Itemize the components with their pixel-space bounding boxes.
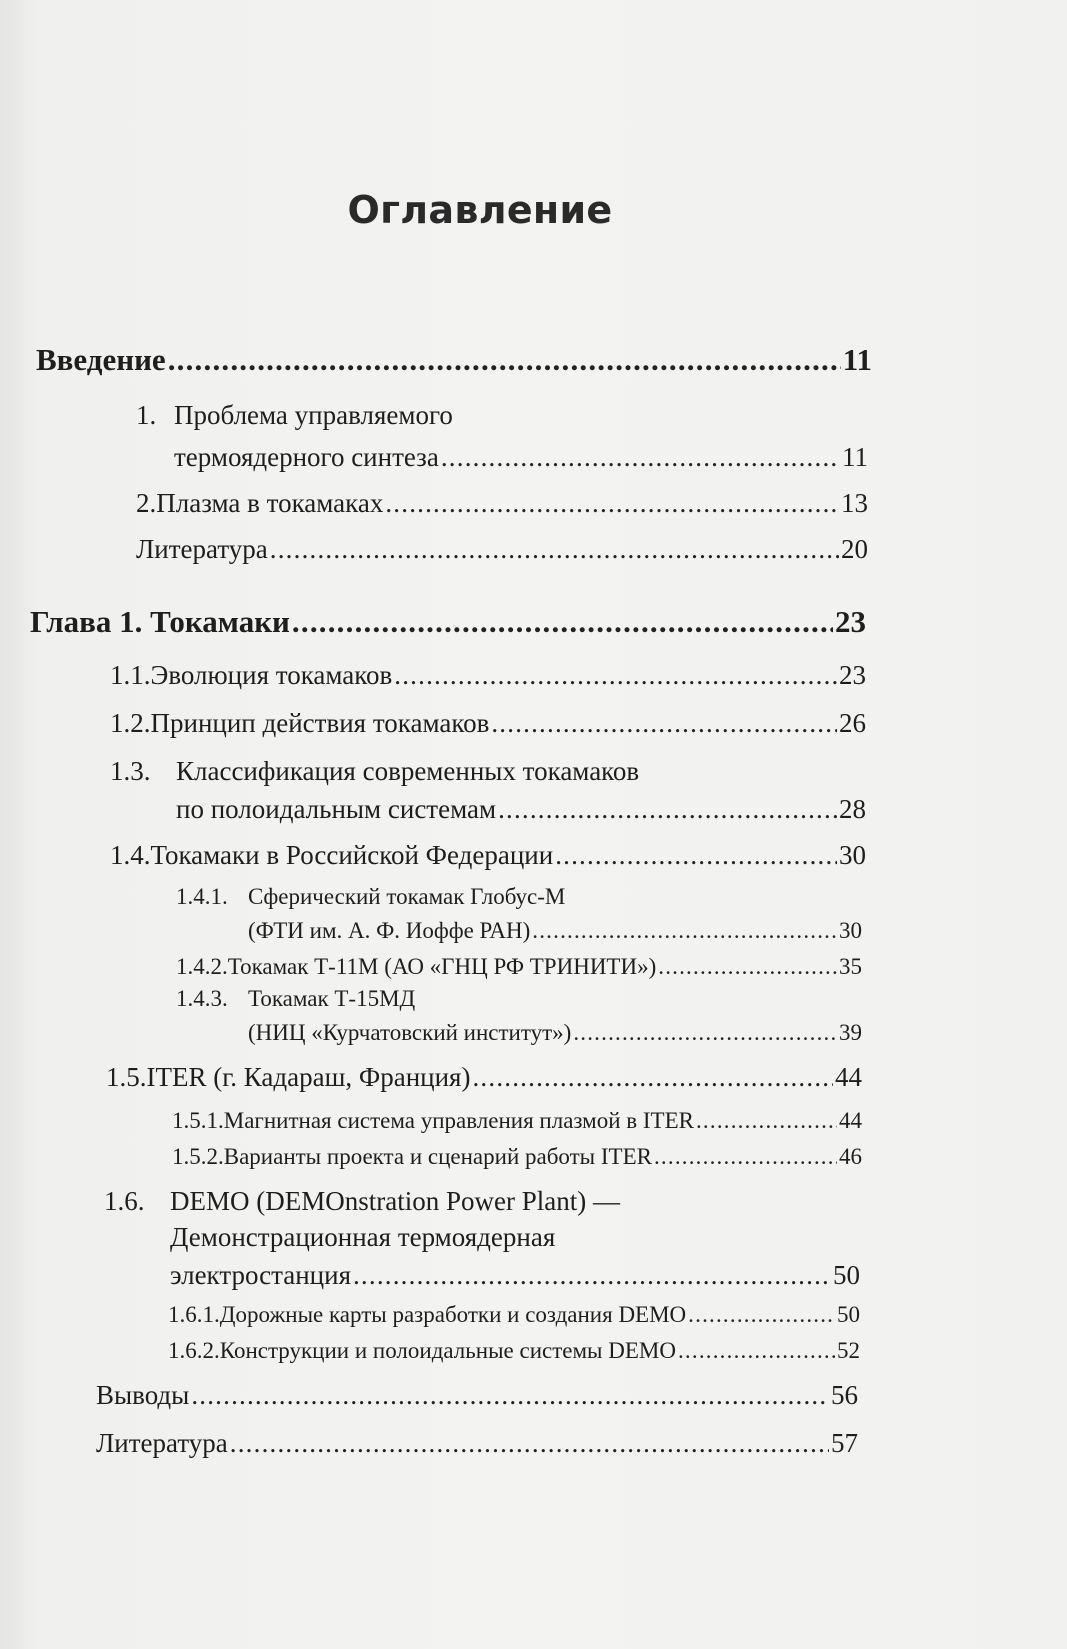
toc-entry-1-4-3-line1[interactable]	[176, 986, 415, 1012]
dot-leader	[441, 442, 840, 473]
dot-leader	[491, 708, 837, 739]
entry-page: 30	[839, 840, 866, 870]
entry-page: 26	[839, 708, 866, 738]
entry-label-cont: по полоидальным системам	[176, 794, 497, 824]
entry-page: 50	[833, 1260, 860, 1290]
entry-number: 1.1.	[110, 660, 151, 690]
toc-entry-intro-1[interactable]	[174, 442, 868, 473]
toc-entry-1-3[interactable]	[176, 794, 866, 825]
entry-label: Классификация современных токамаков	[176, 756, 640, 786]
entry-label: Литература	[136, 534, 268, 564]
toc-entry-1-5-1[interactable]	[172, 1108, 862, 1134]
toc-entry-1-6-line1[interactable]	[104, 1186, 620, 1217]
toc-entry-1-6[interactable]	[170, 1260, 860, 1291]
toc-entry-1-4-3[interactable]	[248, 1020, 862, 1046]
entry-number: 1.4.3.	[176, 986, 228, 1011]
toc-entry-1-3-line1[interactable]	[110, 756, 639, 787]
entry-page: 23	[839, 660, 866, 690]
entry-page: 56	[831, 1380, 858, 1410]
entry-number: 2.	[136, 488, 157, 518]
entry-page: 11	[842, 342, 872, 377]
entry-label: Введение	[36, 342, 166, 377]
entry-number: 1.6.	[104, 1186, 145, 1216]
dot-leader	[394, 660, 837, 691]
dot-leader	[654, 1144, 837, 1170]
dot-leader	[678, 1338, 835, 1364]
entry-number: 1.	[136, 400, 157, 430]
entry-page: 30	[839, 918, 862, 943]
entry-label-cont: (НИЦ «Курчатовский институт»)	[248, 1020, 572, 1045]
entry-label: Выводы	[96, 1380, 190, 1410]
entry-page: 20	[841, 534, 868, 564]
toc-entry-1-4-1-line1[interactable]	[176, 884, 565, 910]
toc-entry-chapter-1-literature[interactable]	[96, 1428, 858, 1459]
entry-number: 1.2.	[110, 708, 151, 738]
entry-page: 28	[839, 794, 866, 824]
toc-entry-intro-2[interactable]	[136, 488, 868, 519]
toc-entry-1-5[interactable]	[106, 1062, 862, 1093]
toc-entry-conclusions[interactable]	[96, 1380, 858, 1411]
entry-page: 13	[841, 488, 868, 518]
entry-page: 57	[831, 1428, 858, 1458]
dot-leader	[573, 1020, 837, 1046]
entry-label: Конструкции и полоидальные системы DEMO	[219, 1338, 676, 1363]
entry-page: 11	[842, 442, 868, 472]
entry-number: 1.5.1.	[172, 1108, 224, 1133]
dot-leader	[230, 1428, 829, 1459]
toc-entry-intro-literature[interactable]	[136, 534, 868, 565]
toc-entry-1-1[interactable]	[110, 660, 866, 691]
entry-number: 1.4.2.	[176, 954, 228, 979]
entry-label: Эволюция токамаков	[150, 660, 393, 690]
entry-page: 46	[839, 1144, 862, 1169]
entry-label: Плазма в токамаках	[156, 488, 384, 518]
toc-entry-1-4-1[interactable]	[248, 918, 862, 944]
entry-label-cont: Демонстрационная термоядерная	[170, 1222, 556, 1252]
toc-entry-intro[interactable]	[36, 342, 872, 378]
dot-leader	[292, 604, 833, 640]
toc-entry-1-4-2[interactable]	[176, 954, 862, 980]
entry-number: 1.5.	[106, 1062, 147, 1092]
entry-label: Литература	[96, 1428, 228, 1458]
entry-page: 52	[837, 1338, 860, 1363]
dot-leader	[555, 840, 837, 871]
dot-leader	[696, 1108, 837, 1134]
entry-label-cont: (ФТИ им. А. Ф. Иоффе РАН)	[248, 918, 531, 943]
toc-entry-intro-1-line1[interactable]	[136, 400, 453, 431]
entry-label: Проблема управляемого	[174, 400, 453, 430]
entry-label: Принцип действия токамаков	[150, 708, 490, 738]
entry-label: Токамак Т-11М (АО «ГНЦ РФ ТРИНИТИ»)	[227, 954, 657, 979]
entry-label: Дорожные карты разработки и создания DEMO	[219, 1302, 687, 1327]
entry-label: DEMO (DEMOnstration Power Plant) —	[170, 1186, 620, 1216]
dot-leader	[498, 794, 837, 825]
entry-label: Магнитная система управления плазмой в ITER	[223, 1108, 694, 1133]
entry-number: 1.4.	[110, 840, 151, 870]
toc-entry-1-5-2[interactable]	[172, 1144, 862, 1170]
entry-label-cont: электростанция	[170, 1260, 351, 1290]
entry-page: 39	[839, 1020, 862, 1045]
entry-number: 1.5.2.	[172, 1144, 224, 1169]
toc-entry-1-6-2[interactable]	[168, 1338, 860, 1364]
dot-leader	[688, 1302, 835, 1328]
toc-entry-1-2[interactable]	[110, 708, 866, 739]
entry-label: Варианты проекта и сценарий работы ITER	[223, 1144, 652, 1169]
dot-leader	[191, 1380, 829, 1411]
entry-page: 44	[835, 1062, 862, 1092]
toc-entry-1-6-line2[interactable]	[170, 1222, 555, 1253]
entry-number: 1.6.1.	[168, 1302, 220, 1327]
dot-leader	[353, 1260, 831, 1291]
dot-leader	[270, 534, 839, 565]
entry-number: 1.4.1.	[176, 884, 228, 909]
entry-page: 44	[839, 1108, 862, 1133]
dot-leader	[658, 954, 837, 980]
entry-page: 50	[837, 1302, 860, 1327]
dot-leader	[385, 488, 839, 519]
toc-entry-1-6-1[interactable]	[168, 1302, 860, 1328]
dot-leader	[168, 342, 841, 378]
page-title: Оглавление	[347, 188, 613, 232]
entry-page: 23	[835, 604, 866, 639]
toc-entry-chapter-1[interactable]	[30, 604, 866, 640]
entry-number: 1.3.	[110, 756, 151, 786]
dot-leader	[532, 918, 837, 944]
entry-label: ITER (г. Кадараш, Франция)	[146, 1062, 471, 1092]
dot-leader	[472, 1062, 833, 1093]
entry-label-cont: термоядерного синтеза	[174, 442, 439, 472]
entry-page: 35	[839, 954, 862, 979]
entry-label: Сферический токамак Глобус-М	[248, 884, 566, 909]
entry-label: Токамаки в Российской Федерации	[150, 840, 554, 870]
toc-entry-1-4[interactable]	[110, 840, 866, 871]
entry-label: Токамак Т-15МД	[248, 986, 416, 1011]
entry-number: 1.6.2.	[168, 1338, 220, 1363]
entry-label: Глава 1. Токамаки	[30, 604, 290, 639]
